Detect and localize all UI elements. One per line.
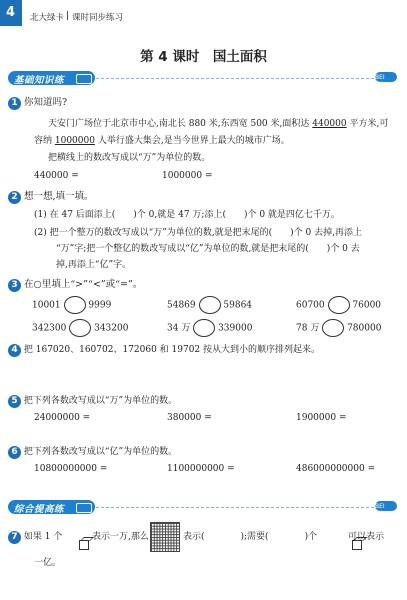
q2-part2-line3: 掉,再添上“亿”字。 bbox=[56, 260, 132, 270]
compare-left: 78 万 bbox=[296, 323, 320, 334]
section-tag: BEI DA bbox=[375, 502, 385, 517]
section-divider bbox=[96, 78, 379, 79]
question-number: 7 bbox=[8, 531, 21, 544]
question-text[interactable]: 表示( );需要( )个 bbox=[183, 532, 318, 542]
underlined-number: 440000 bbox=[312, 119, 347, 129]
question-text: 把 167020、160702、172060 和 19702 按从大到小的顺序排列起来。 bbox=[23, 345, 321, 355]
compare-right: 343200 bbox=[94, 323, 129, 334]
q1-text-part: 人举行盛大集会,是当今世界上最大的城市广场。 bbox=[94, 136, 290, 146]
question-number: 1 bbox=[8, 97, 21, 110]
question-4 bbox=[8, 344, 320, 357]
question-heading: 在○里填上“>”“<”或“=”。 bbox=[24, 279, 143, 290]
q1-text-part: 天安门广场位于北京市中心,南北长 880 米,东西宽 500 米,面积达 bbox=[48, 119, 313, 129]
q2-part1[interactable]: (1) 在 47 后面添上( )个 0,就是 47 万;添上( )个 0 就是四亿七千万。 bbox=[34, 210, 340, 220]
compare-left: 60700 bbox=[296, 300, 325, 311]
answer-line[interactable]: 10800000000 = bbox=[34, 464, 108, 474]
header-divider bbox=[67, 11, 68, 20]
compare-item bbox=[296, 319, 381, 337]
question-heading: 想一想,填一填。 bbox=[24, 191, 94, 202]
compare-item bbox=[167, 319, 252, 337]
question-text: 把下列各数改写成以“万”为单位的数。 bbox=[23, 396, 178, 406]
question-number: 6 bbox=[8, 446, 21, 459]
section-label-advanced: 综合提高练 bbox=[14, 504, 65, 515]
answer-circle[interactable] bbox=[193, 319, 215, 337]
question-5 bbox=[8, 395, 177, 408]
q2-part2-line1[interactable]: (2) 把一个整万的数改写成以“万”为单位的数,就是把末尾的( )个 0 去掉,再添上 bbox=[34, 228, 363, 238]
question-text: 把下列各数改写成以“亿”为单位的数。 bbox=[23, 447, 178, 457]
compare-right: 76000 bbox=[352, 300, 382, 311]
page-number: 4 bbox=[6, 5, 16, 20]
answer-line[interactable]: 1900000 = bbox=[296, 413, 347, 423]
section-bar-basic bbox=[8, 71, 95, 85]
question-text: 表示一万,那么 bbox=[92, 532, 149, 542]
answer-circle[interactable] bbox=[69, 319, 91, 337]
section-bar-advanced bbox=[8, 500, 95, 514]
question-number: 5 bbox=[8, 395, 21, 408]
answer-circle[interactable] bbox=[328, 296, 350, 314]
compare-right: 59864 bbox=[223, 300, 253, 311]
header-subtitle: 课时同步练习 bbox=[72, 13, 124, 23]
answer-line[interactable]: 440000 = bbox=[34, 171, 79, 181]
compare-left: 10001 bbox=[32, 300, 61, 311]
question-6 bbox=[8, 446, 177, 459]
question-3 bbox=[8, 278, 142, 292]
answer-circle[interactable] bbox=[199, 296, 221, 314]
section-tag-badge bbox=[375, 501, 397, 517]
answer-line[interactable]: 1100000000 = bbox=[167, 464, 235, 474]
page-number-tab bbox=[0, 0, 22, 26]
question-number: 3 bbox=[8, 279, 21, 292]
section-label-basic: 基础知识练 bbox=[14, 75, 65, 86]
q2-part2-line2[interactable]: “万”字;把一个整亿的数改写成以“亿”为单位的数,就是把末尾的( )个 0 去 bbox=[56, 244, 360, 254]
compare-left: 34 万 bbox=[167, 323, 191, 334]
answer-area[interactable] bbox=[30, 362, 390, 392]
question-text: 如果 1 个 bbox=[23, 532, 63, 542]
q1-text-part: 容纳 bbox=[34, 136, 55, 146]
q1-text-line2 bbox=[34, 135, 399, 148]
compare-right: 9999 bbox=[88, 300, 112, 311]
question-1 bbox=[8, 96, 398, 110]
q1-text-part: 平方米,可 bbox=[346, 119, 389, 129]
compare-item bbox=[32, 319, 128, 337]
section-divider bbox=[96, 507, 379, 508]
answer-line[interactable]: 24000000 = bbox=[34, 413, 91, 423]
question-heading: 你知道吗? bbox=[24, 97, 68, 108]
section-tag-badge bbox=[375, 72, 397, 88]
compare-right: 339000 bbox=[218, 323, 253, 334]
question-number: 4 bbox=[8, 344, 21, 357]
train-icon bbox=[76, 74, 92, 84]
question-7 bbox=[8, 531, 62, 544]
q1-text-line1 bbox=[48, 118, 403, 131]
question-text: 可以表示 bbox=[348, 532, 385, 542]
cube-icon bbox=[79, 540, 89, 550]
underlined-number: 1000000 bbox=[54, 136, 95, 146]
hundred-grid-icon bbox=[150, 522, 180, 552]
answer-circle[interactable] bbox=[64, 296, 86, 314]
train-icon bbox=[76, 503, 92, 513]
question-text: 一亿。 bbox=[34, 558, 62, 568]
compare-item bbox=[167, 296, 252, 314]
answer-line[interactable]: 1000000 = bbox=[162, 171, 213, 181]
header-edition: 北大绿卡 bbox=[30, 13, 65, 23]
question-2 bbox=[8, 190, 94, 204]
q1-instruction: 把横线上的数改写成以“万”为单位的数。 bbox=[48, 153, 211, 163]
section-tag: BEI DA bbox=[375, 73, 385, 88]
question-number: 2 bbox=[8, 191, 21, 204]
compare-left: 342300 bbox=[32, 323, 67, 334]
answer-circle[interactable] bbox=[322, 319, 344, 337]
page-title: 第 4 课时 国土面积 bbox=[140, 49, 267, 65]
compare-item bbox=[32, 296, 111, 314]
compare-item bbox=[296, 296, 381, 314]
compare-right: 780000 bbox=[347, 323, 382, 334]
answer-line[interactable]: 486000000000 = bbox=[296, 464, 376, 474]
answer-line[interactable]: 380000 = bbox=[167, 413, 212, 423]
compare-left: 54869 bbox=[167, 300, 196, 311]
